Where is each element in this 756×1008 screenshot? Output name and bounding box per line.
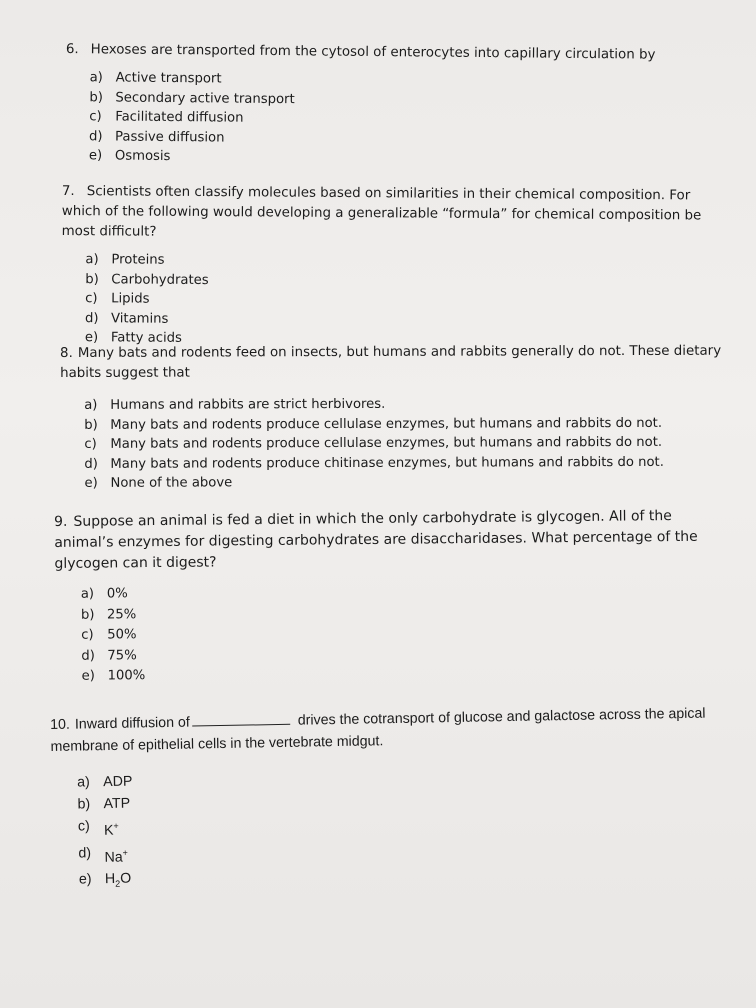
option-text: ATP — [103, 795, 131, 813]
question-10 — [50, 702, 753, 896]
option-e — [89, 146, 665, 171]
option-letter: e) — [84, 475, 98, 491]
option-e — [84, 472, 730, 494]
ion-symbol: Na — [104, 849, 123, 866]
formula-subscript: 2 — [115, 879, 121, 890]
question-prompt: Many bats and rodents feed on insects, but humans and rabbits generally do not. These dietary habits suggest that — [60, 343, 722, 381]
question-text — [66, 40, 666, 66]
option-text: 50% — [107, 627, 137, 643]
question-8 — [60, 342, 731, 494]
option-letter: d) — [84, 310, 99, 326]
answer-options — [89, 68, 666, 171]
option-text: ADP — [103, 773, 133, 791]
option-text: Facilitated diffusion — [115, 109, 244, 126]
question-9 — [54, 506, 716, 688]
option-letter: d) — [84, 456, 98, 472]
option-text: 100% — [107, 668, 146, 684]
option-letter: e) — [81, 668, 95, 684]
option-letter: c) — [77, 818, 90, 835]
option-letter: b) — [84, 417, 98, 433]
answer-options — [81, 579, 716, 688]
question-text — [50, 702, 751, 758]
option-letter: b) — [89, 89, 104, 105]
answer-blank — [192, 712, 290, 727]
option-letter: a) — [85, 252, 99, 268]
option-letter: d) — [81, 648, 95, 664]
option-text — [104, 841, 128, 868]
option-text: 25% — [106, 606, 137, 622]
answer-options — [85, 250, 724, 352]
option-text: Many bats and rodents produce cellulase enzymes, but humans and rabbits do not. — [110, 415, 663, 433]
question-prompt: Scientists often classify molecules based on similarities in their chemical composition. For which of the following would developing a generalizable “formula” for chemical composition be most difficult? — [61, 184, 702, 240]
option-letter: a) — [89, 70, 103, 86]
question-number: 10. — [50, 716, 71, 733]
option-text: Osmosis — [114, 148, 171, 165]
option-letter: e) — [84, 330, 99, 346]
ion-charge: + — [113, 820, 119, 831]
question-text — [54, 506, 715, 575]
question-6 — [65, 40, 666, 171]
option-text: Carbohydrates — [111, 271, 209, 288]
option-text: 75% — [107, 647, 137, 663]
option-text: Secondary active transport — [115, 89, 295, 107]
option-letter: a) — [84, 397, 98, 413]
option-text: Vitamins — [110, 310, 169, 327]
option-text — [105, 868, 132, 895]
option-text: Many bats and rodents produce chitinase enzymes, but humans and rabbits do not. — [110, 454, 664, 472]
answer-options — [77, 760, 753, 896]
option-letter: a) — [80, 586, 95, 602]
option-text: 0% — [106, 586, 128, 602]
option-text: Lipids — [111, 291, 150, 307]
option-letter: a) — [77, 774, 90, 791]
option-text: None of the above — [110, 475, 233, 491]
option-c — [84, 433, 730, 455]
question-prompt-end: drives the cotransport of glucose and galactose across the apical membrane of epithelial cells in the vertebrate midgut. — [50, 705, 706, 755]
option-text: Humans and rabbits are strict herbivores. — [110, 396, 386, 413]
option-text: Passive diffusion — [115, 128, 225, 146]
question-text — [60, 342, 730, 384]
option-text: Proteins — [111, 252, 165, 268]
option-letter: b) — [85, 271, 99, 287]
option-b — [84, 413, 730, 435]
formula-tail: O — [120, 871, 132, 888]
option-letter: c) — [85, 291, 98, 307]
answer-options — [84, 394, 730, 494]
option-letter: d) — [89, 128, 103, 144]
question-prompt: Suppose an animal is fed a diet in which the only carbohydrate is glycogen. All of the animal’s enzymes for digesting carbohydrates are disaccharidases. What percentage of the glycogen can it digest? — [54, 508, 698, 572]
question-number: 9. — [54, 513, 68, 530]
option-letter: e) — [78, 871, 92, 888]
option-letter: c) — [81, 627, 94, 643]
option-d — [84, 452, 730, 474]
question-text — [62, 182, 724, 247]
ion-symbol: K — [103, 822, 114, 839]
question-prompt: Hexoses are transported from the cytosol of enterocytes into capillary circulation by — [90, 42, 656, 63]
option-letter: e) — [88, 148, 103, 164]
option-letter: b) — [77, 796, 91, 813]
option-letter: c) — [89, 109, 102, 125]
option-letter: c) — [84, 436, 97, 452]
question-number: 7. — [61, 183, 75, 200]
question-number: 8. — [60, 345, 73, 361]
question-prompt-start: Inward diffusion of — [74, 714, 190, 733]
option-a — [84, 394, 730, 416]
question-7 — [61, 182, 724, 352]
option-text: Fatty acids — [110, 330, 182, 346]
option-letter: d) — [78, 845, 92, 862]
option-letter: b) — [80, 607, 95, 623]
ion-charge: + — [122, 847, 128, 858]
question-number: 6. — [65, 41, 79, 58]
formula-base: H — [104, 871, 116, 888]
option-text — [104, 815, 119, 842]
option-text: Active transport — [115, 70, 222, 87]
option-text: Many bats and rodents produce cellulase enzymes, but humans and rabbits do not. — [110, 434, 663, 452]
